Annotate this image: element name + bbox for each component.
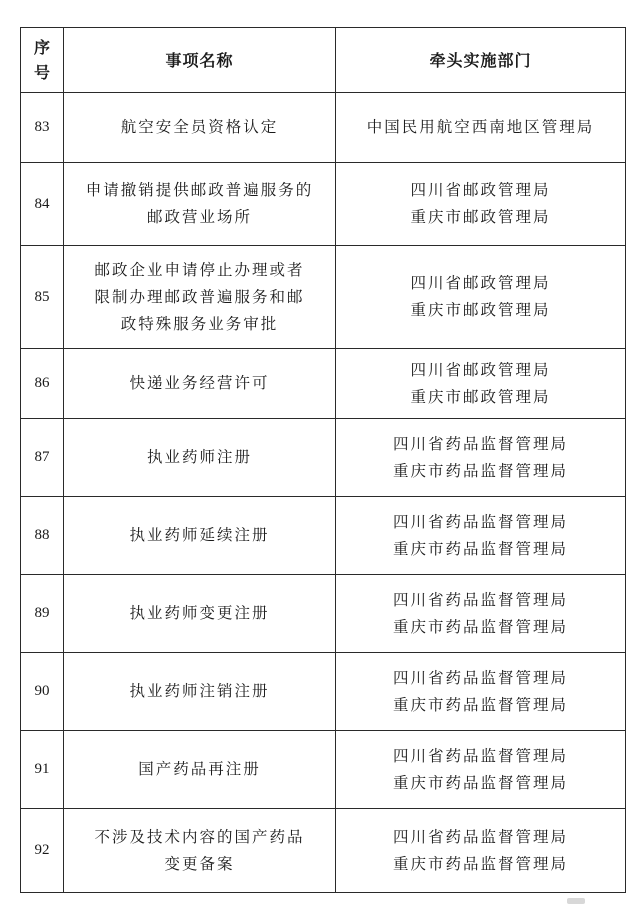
matter-name-line: 航空安全员资格认定	[120, 118, 279, 136]
matter-name-line: 国产药品再注册	[138, 760, 261, 778]
department-line: 四川省药品监督管理局	[392, 746, 568, 765]
department-line: 四川省药品监督管理局	[392, 512, 568, 531]
row-lead-department	[336, 419, 626, 497]
department-line: 重庆市邮政管理局	[410, 387, 551, 406]
row-serial-number: 83	[21, 93, 64, 163]
table-row	[21, 419, 626, 497]
matter-name-line: 政特殊服务业务审批	[120, 314, 279, 333]
matter-name-line: 不涉及技术内容的国产药品	[94, 827, 305, 846]
row-lead-department	[336, 575, 626, 653]
department-line: 四川省邮政管理局	[410, 274, 551, 292]
header-lead-department: 牵头实施部门	[336, 28, 626, 93]
row-matter-name	[64, 575, 336, 653]
table-row	[21, 163, 626, 246]
row-lead-department	[336, 731, 626, 809]
row-matter-name	[64, 419, 336, 497]
page-number-mark	[567, 898, 585, 904]
matter-name-line: 执业药师延续注册	[129, 526, 270, 544]
matter-name-line: 快递业务经营许可	[129, 374, 270, 392]
department-line: 重庆市药品监督管理局	[392, 773, 568, 792]
table-row	[21, 653, 626, 731]
row-lead-department	[336, 349, 626, 419]
department-line: 重庆市邮政管理局	[410, 208, 551, 226]
header-matter-name: 事项名称	[64, 28, 336, 93]
row-serial-number: 85	[21, 246, 64, 349]
department-line: 重庆市药品监督管理局	[392, 539, 568, 558]
row-lead-department	[336, 653, 626, 731]
department-line: 四川省邮政管理局	[410, 181, 551, 199]
header-serial-number: 序号	[21, 28, 64, 93]
row-serial-number: 90	[21, 653, 64, 731]
matter-name-line: 执业药师注销注册	[129, 682, 270, 700]
department-line: 四川省药品监督管理局	[392, 434, 568, 453]
table-header-row	[21, 28, 626, 93]
table-row	[21, 575, 626, 653]
table-body	[21, 93, 626, 893]
department-line: 重庆市药品监督管理局	[392, 695, 568, 714]
matter-name-line: 变更备案	[164, 854, 235, 873]
row-lead-department	[336, 93, 626, 163]
row-matter-name	[64, 246, 336, 349]
row-serial-number: 84	[21, 163, 64, 246]
matter-name-line: 邮政营业场所	[146, 208, 252, 226]
table-row	[21, 349, 626, 419]
row-serial-number: 91	[21, 731, 64, 809]
matters-table	[20, 27, 626, 893]
department-line: 重庆市邮政管理局	[410, 301, 551, 319]
row-serial-number: 86	[21, 349, 64, 419]
department-line: 四川省药品监督管理局	[392, 827, 568, 846]
matter-name-line: 限制办理邮政普遍服务和邮	[94, 287, 305, 306]
matter-name-line: 邮政企业申请停止办理或者	[94, 260, 305, 279]
department-line: 重庆市药品监督管理局	[392, 461, 568, 480]
row-serial-number: 87	[21, 419, 64, 497]
matter-name-line: 执业药师注册	[146, 448, 252, 466]
row-matter-name	[64, 93, 336, 163]
row-lead-department	[336, 246, 626, 349]
matter-name-line: 执业药师变更注册	[129, 604, 270, 622]
row-matter-name	[64, 653, 336, 731]
row-serial-number: 89	[21, 575, 64, 653]
department-line: 重庆市药品监督管理局	[392, 854, 568, 873]
table-row	[21, 246, 626, 349]
department-line: 中国民用航空西南地区管理局	[366, 118, 595, 136]
row-matter-name	[64, 731, 336, 809]
row-lead-department	[336, 809, 626, 893]
department-line: 四川省药品监督管理局	[392, 668, 568, 687]
table-row	[21, 731, 626, 809]
row-lead-department	[336, 497, 626, 575]
row-matter-name	[64, 349, 336, 419]
row-serial-number: 92	[21, 809, 64, 893]
table-row	[21, 809, 626, 893]
department-line: 四川省药品监督管理局	[392, 590, 568, 609]
row-matter-name	[64, 809, 336, 893]
department-line: 重庆市药品监督管理局	[392, 617, 568, 636]
table-row	[21, 497, 626, 575]
row-lead-department	[336, 163, 626, 246]
department-line: 四川省邮政管理局	[410, 360, 551, 379]
row-matter-name	[64, 163, 336, 246]
table-row	[21, 93, 626, 163]
matter-name-line: 申请撤销提供邮政普遍服务的	[85, 181, 314, 199]
row-serial-number: 88	[21, 497, 64, 575]
row-matter-name	[64, 497, 336, 575]
